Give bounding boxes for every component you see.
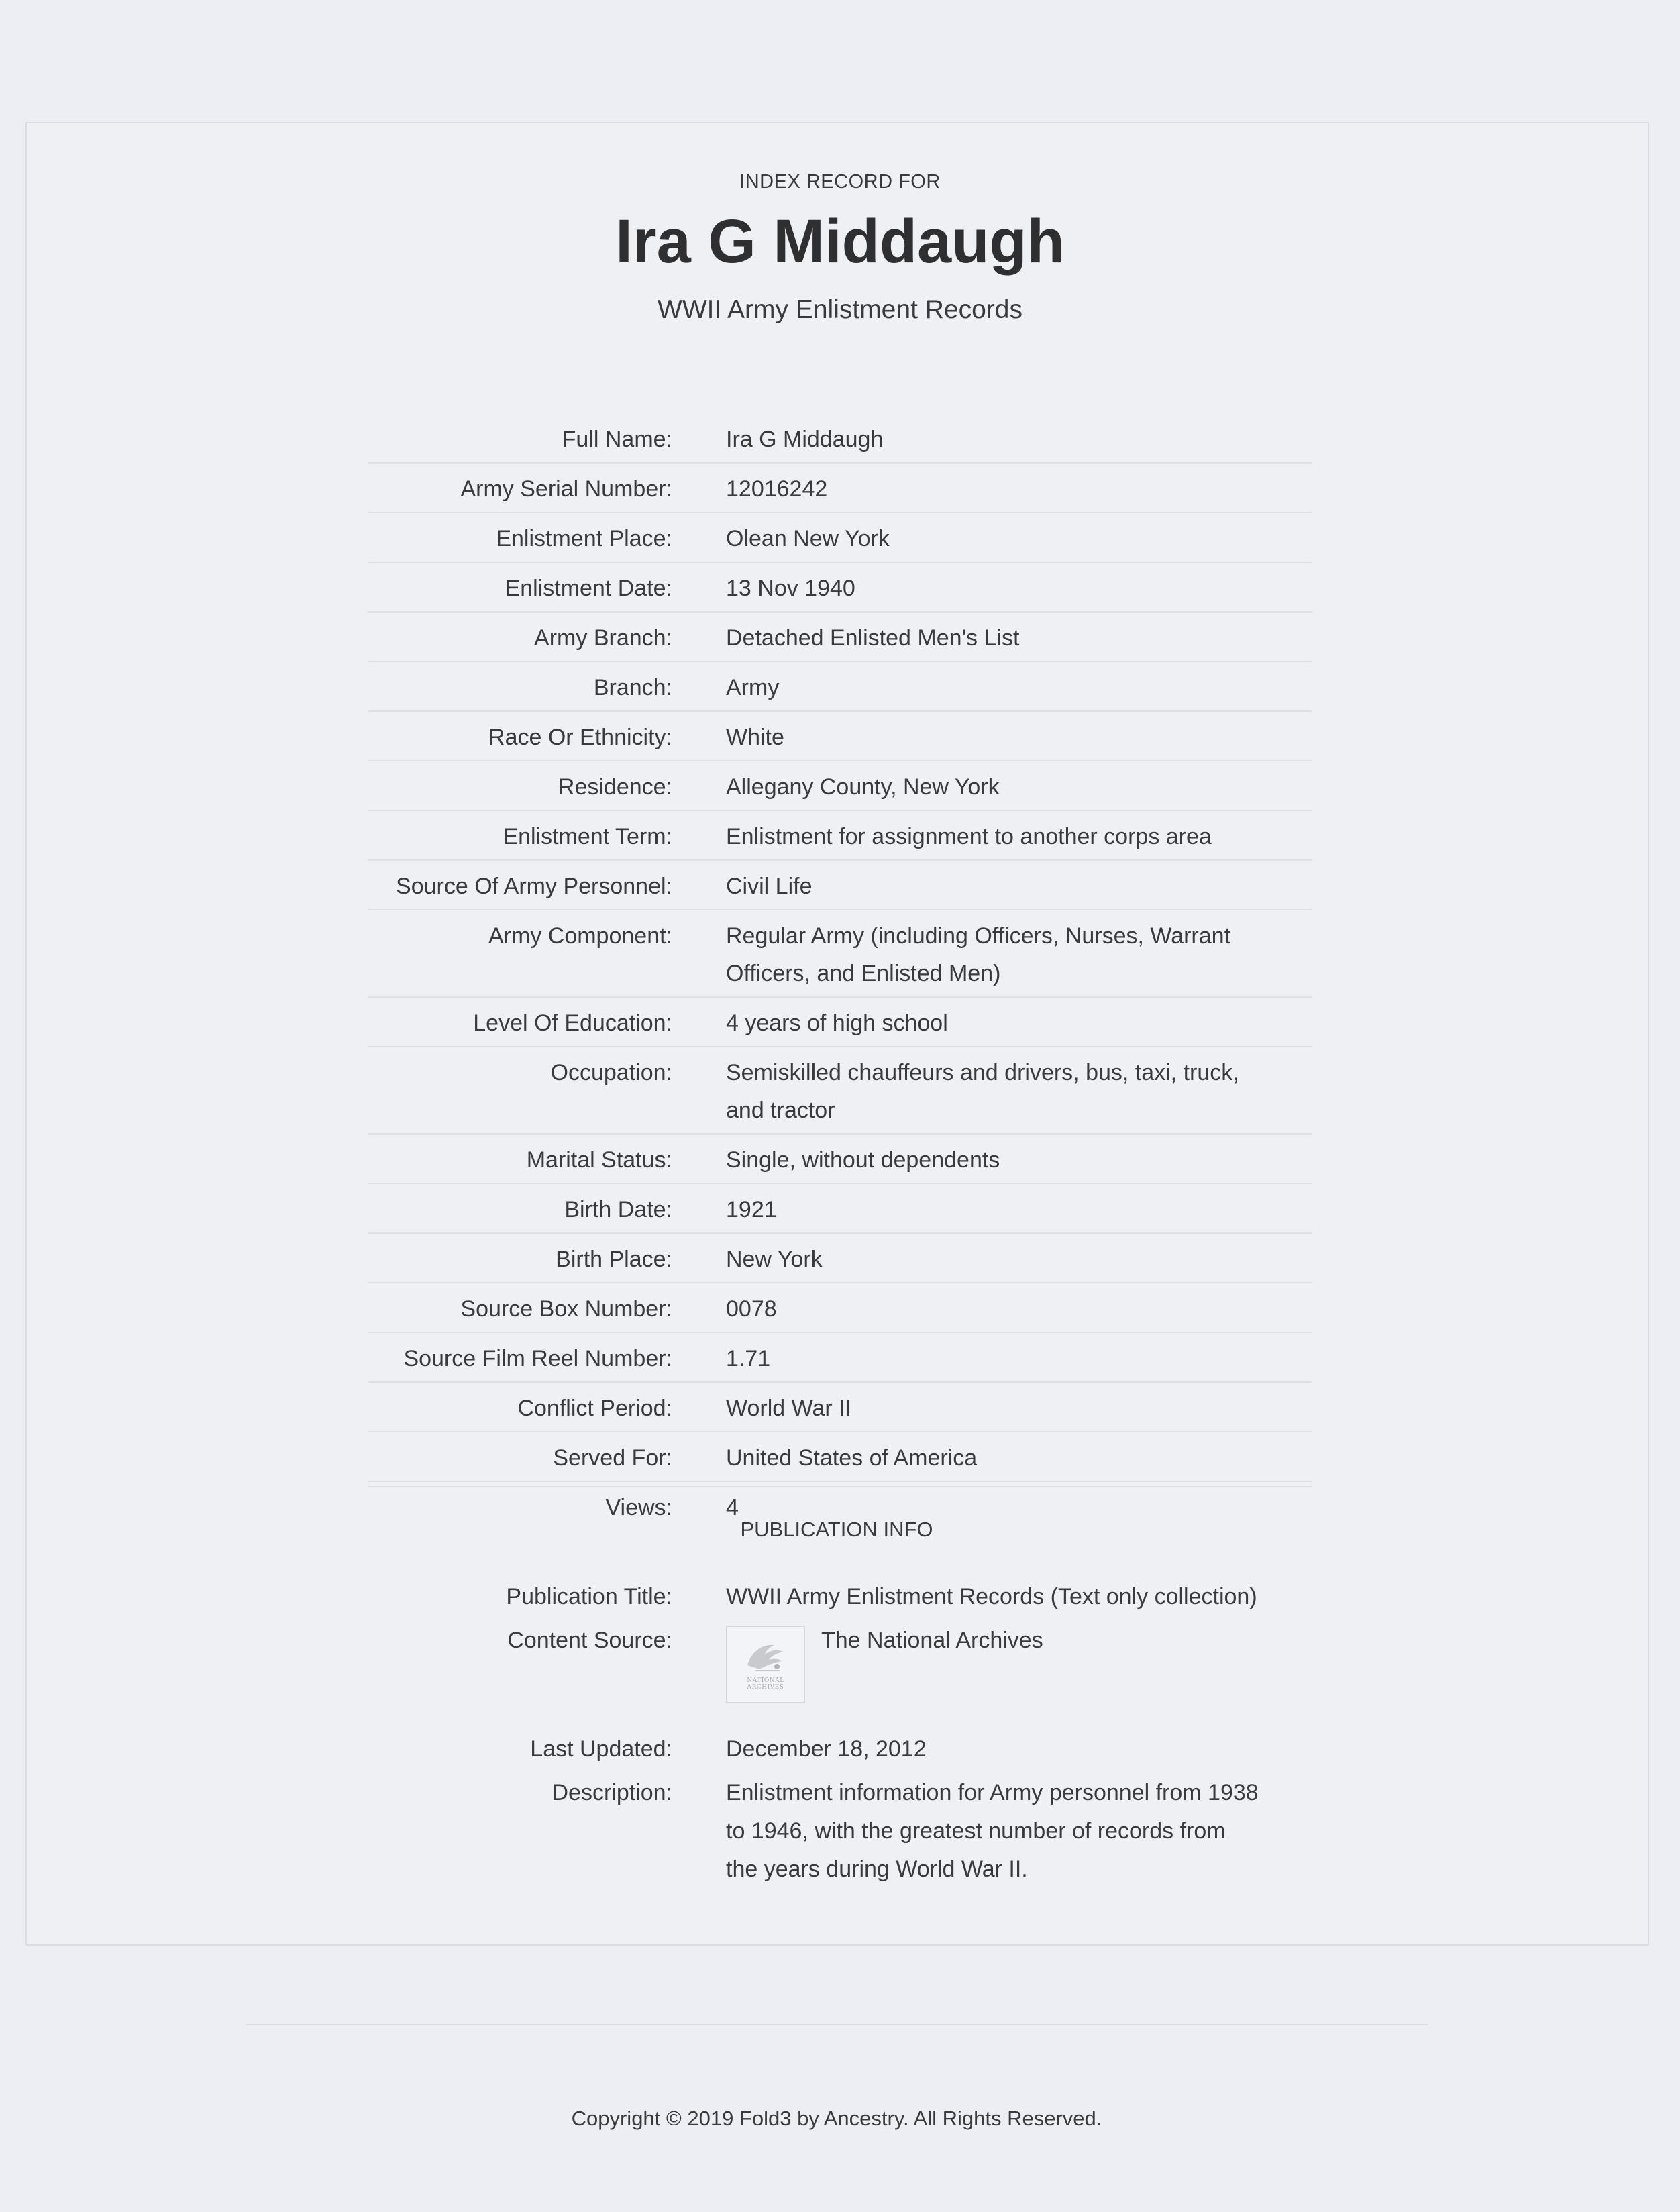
field-label: Army Serial Number: <box>460 476 672 502</box>
field-value: 4 years of high school <box>726 1010 948 1036</box>
last-updated-label: Last Updated: <box>530 1736 672 1762</box>
field-value: Single, without dependents <box>726 1147 1000 1173</box>
field-row <box>368 513 1312 563</box>
field-label: Residence: <box>558 774 672 800</box>
field-label: Level Of Education: <box>473 1010 672 1036</box>
publication-heading: PUBLICATION INFO <box>740 1518 933 1541</box>
field-label: Occupation: <box>550 1060 672 1086</box>
field-label: Source Film Reel Number: <box>403 1346 672 1371</box>
last-updated-row <box>368 1730 1312 1769</box>
field-label: Branch: <box>593 675 672 700</box>
field-value: 1.71 <box>726 1346 771 1371</box>
field-row <box>368 1432 1312 1482</box>
last-updated-value: December 18, 2012 <box>726 1736 927 1762</box>
field-value: New York <box>726 1247 823 1272</box>
field-label: Marital Status: <box>526 1147 672 1173</box>
publication-info <box>368 1578 1312 1894</box>
publication-title-value: WWII Army Enlistment Records (Text only collection) <box>726 1584 1257 1610</box>
record-kicker: INDEX RECORD FOR <box>739 171 941 193</box>
field-value: Enlistment for assignment to another corps area <box>726 824 1212 849</box>
field-row <box>368 861 1312 910</box>
record-fields <box>368 414 1312 1530</box>
record-title: Ira G Middaugh <box>615 207 1065 276</box>
field-row <box>368 1184 1312 1234</box>
field-value: Olean New York <box>726 526 890 551</box>
field-label: Enlistment Date: <box>505 576 672 601</box>
field-row <box>368 563 1312 613</box>
field-label: Army Branch: <box>534 625 672 651</box>
collection-subtitle: WWII Army Enlistment Records <box>658 295 1022 324</box>
field-label: Source Of Army Personnel: <box>396 874 672 899</box>
field-row <box>368 811 1312 861</box>
field-value: Civil Life <box>726 874 812 899</box>
field-value: Semiskilled chauffeurs and drivers, bus, taxi, truck, and tractor <box>726 1060 1239 1123</box>
content-source-row <box>368 1622 1312 1703</box>
section-divider <box>368 1486 1312 1487</box>
description-label: Description: <box>552 1780 672 1805</box>
field-row <box>368 1283 1312 1333</box>
field-value: World War II <box>726 1395 852 1421</box>
field-row <box>368 1135 1312 1184</box>
field-value: 12016242 <box>726 476 828 502</box>
logo-text-archives: ARCHIVES <box>747 1684 784 1691</box>
field-value: White <box>726 725 784 750</box>
field-row <box>368 414 1312 464</box>
publication-title-label: Publication Title: <box>506 1584 672 1610</box>
field-value: Ira G Middaugh <box>726 427 884 452</box>
field-row <box>368 910 1312 998</box>
field-row <box>368 1234 1312 1283</box>
copyright-text: Copyright © 2019 Fold3 by Ancestry. All Rights Reserved. <box>571 2107 1102 2130</box>
field-row <box>368 712 1312 761</box>
field-label: Birth Date: <box>564 1197 672 1222</box>
field-value: United States of America <box>726 1445 978 1471</box>
field-row <box>368 1333 1312 1383</box>
field-label: Enlistment Term: <box>503 824 672 849</box>
logo-text-national: NATIONAL <box>747 1677 784 1684</box>
national-archives-logo[interactable] <box>726 1626 805 1703</box>
field-label: Served For: <box>553 1445 672 1471</box>
field-value: Allegany County, New York <box>726 774 1000 800</box>
field-row <box>368 662 1312 712</box>
field-label: Full Name: <box>562 427 672 452</box>
field-value: 1921 <box>726 1197 777 1222</box>
field-row <box>368 464 1312 513</box>
field-row <box>368 1383 1312 1432</box>
field-label: Source Box Number: <box>460 1296 672 1322</box>
content-source-value <box>726 1622 1263 1703</box>
description-value: Enlistment information for Army personnel from 1938 to 1946, with the greatest number of records from the years during World War II. <box>726 1780 1259 1882</box>
field-row <box>368 1047 1312 1135</box>
field-row <box>368 998 1312 1047</box>
content-source-name: The National Archives <box>821 1628 1043 1653</box>
field-value: 4 <box>726 1495 739 1520</box>
eagle-icon <box>742 1638 789 1677</box>
footer-divider <box>246 2024 1428 2025</box>
field-value: Army <box>726 675 780 700</box>
field-label: Race Or Ethnicity: <box>488 725 672 750</box>
field-value: 0078 <box>726 1296 777 1322</box>
field-value: Detached Enlisted Men's List <box>726 625 1020 651</box>
description-row <box>368 1774 1312 1889</box>
publication-title-row <box>368 1578 1312 1616</box>
field-label: Birth Place: <box>556 1247 672 1272</box>
field-label: Views: <box>605 1495 672 1520</box>
field-value: 13 Nov 1940 <box>726 576 855 601</box>
content-source-label: Content Source: <box>507 1628 672 1653</box>
field-value: Regular Army (including Officers, Nurses, Warrant Officers, and Enlisted Men) <box>726 923 1231 986</box>
field-label: Conflict Period: <box>517 1395 672 1421</box>
field-label: Army Component: <box>488 923 672 949</box>
field-row <box>368 761 1312 811</box>
field-row <box>368 613 1312 662</box>
field-label: Enlistment Place: <box>496 526 672 551</box>
